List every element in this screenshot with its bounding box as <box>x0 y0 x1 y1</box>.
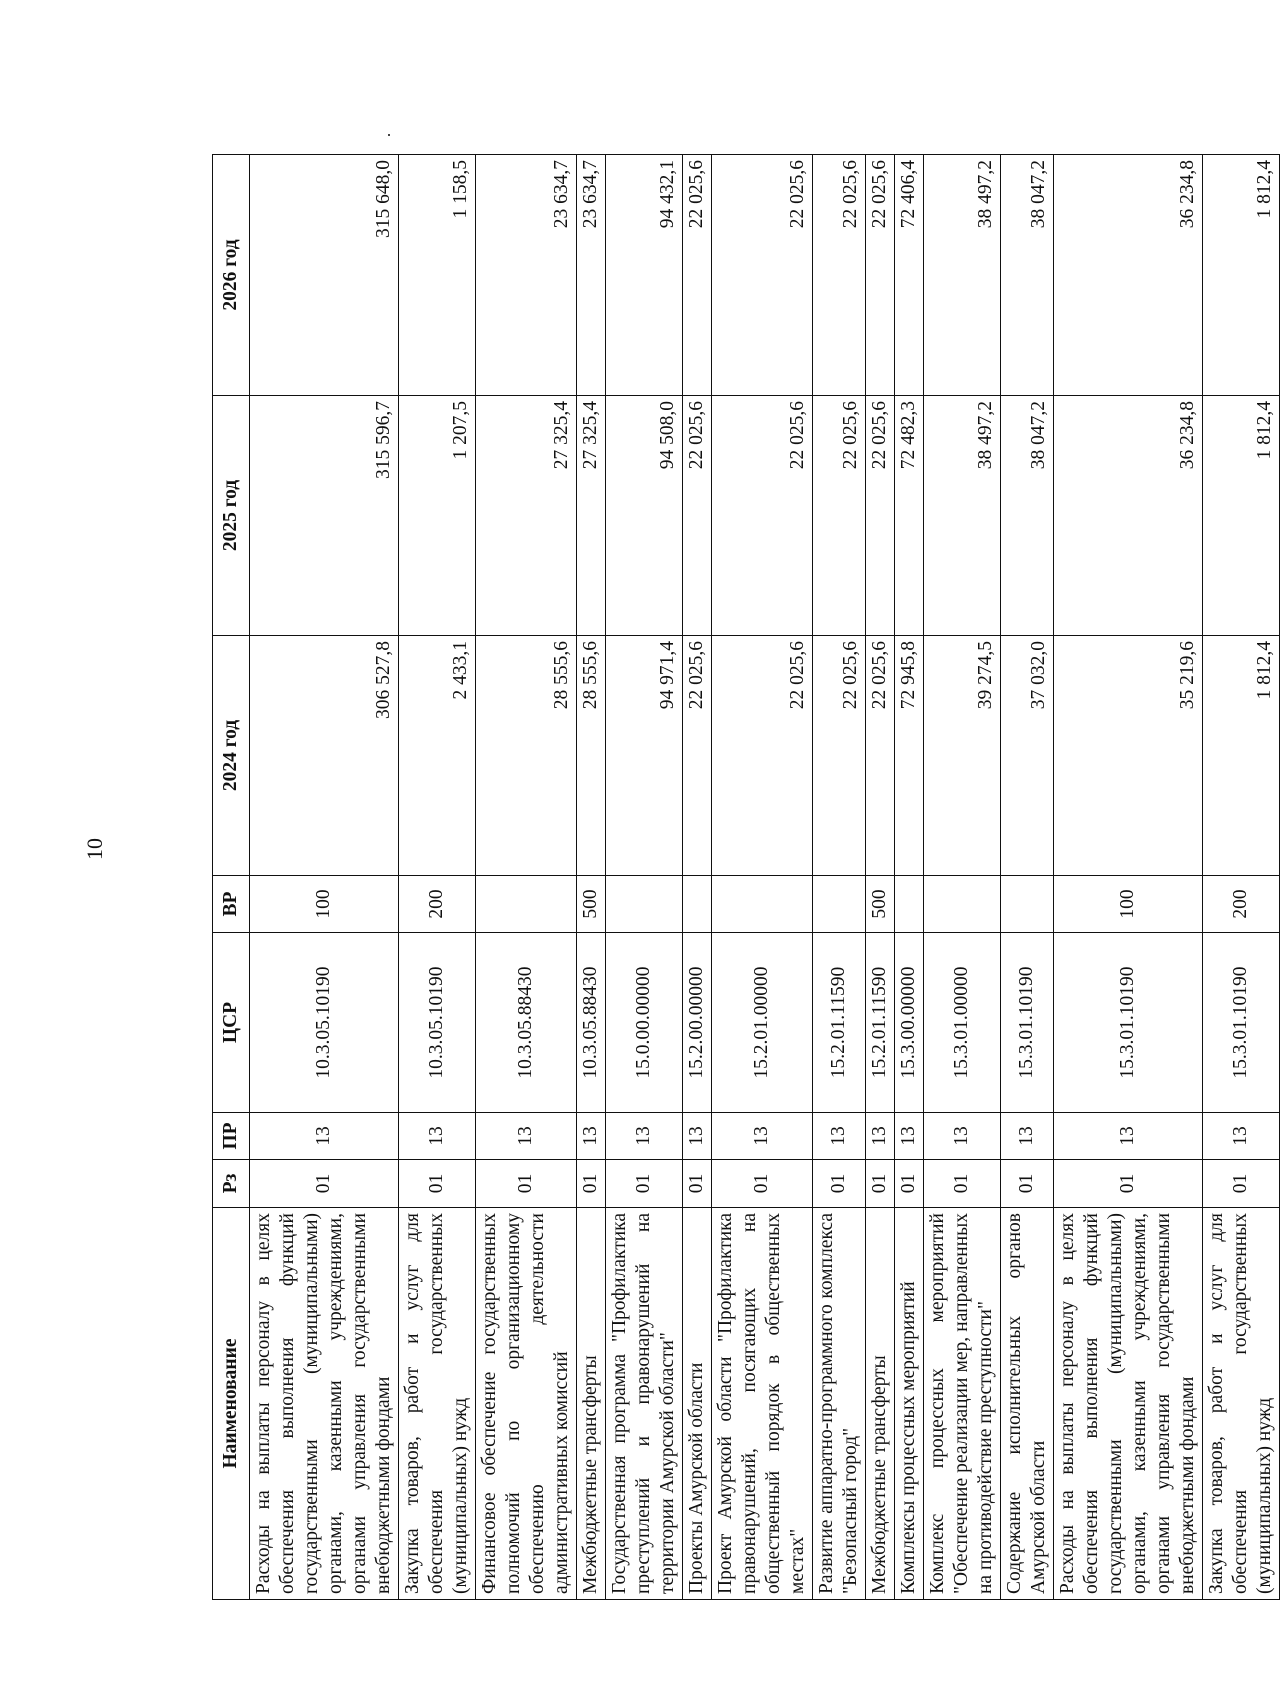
cell-rz: 01 <box>1203 1160 1280 1208</box>
cell-name: Государственная программа "Профилактика преступлений и правонарушений на территории Амурской области" <box>606 1208 683 1600</box>
cell-csr: 15.0.00.00000 <box>606 933 683 1113</box>
cell-pr: 13 <box>813 1113 866 1160</box>
cell-2025: 315 596,7 <box>250 396 399 636</box>
cell-vr: 100 <box>250 876 399 933</box>
cell-2026: 1 812,4 <box>1203 155 1280 396</box>
table-row <box>1203 155 1280 1600</box>
cell-csr: 15.3.01.00000 <box>924 933 1001 1113</box>
cell-name: Комплекс процессных мероприятий "Обеспечение реализации мер, направленных на противодействие преступности" <box>924 1208 1001 1600</box>
cell-pr: 13 <box>895 1113 924 1160</box>
header-name: Наименование <box>213 1208 250 1600</box>
table-row <box>1001 155 1054 1600</box>
cell-pr: 13 <box>712 1113 813 1160</box>
cell-vr <box>476 876 577 933</box>
cell-2026: 94 432,1 <box>606 155 683 396</box>
cell-rz: 01 <box>866 1160 895 1208</box>
cell-rz: 01 <box>895 1160 924 1208</box>
cell-vr <box>1001 876 1054 933</box>
cell-csr: 15.2.01.11590 <box>866 933 895 1113</box>
cell-2025: 36 234,8 <box>1054 396 1203 636</box>
cell-2025: 94 508,0 <box>606 396 683 636</box>
cell-rz: 01 <box>1001 1160 1054 1208</box>
cell-2026: 38 497,2 <box>924 155 1001 396</box>
cell-2025: 27 325,4 <box>476 396 577 636</box>
cell-csr: 15.2.01.00000 <box>712 933 813 1113</box>
table-row <box>924 155 1001 1600</box>
cell-vr: 500 <box>577 876 606 933</box>
cell-pr: 13 <box>1054 1113 1203 1160</box>
cell-2025: 22 025,6 <box>683 396 712 636</box>
cell-2024: 306 527,8 <box>250 636 399 876</box>
cell-csr: 10.3.05.88430 <box>577 933 606 1113</box>
cell-rz: 01 <box>250 1160 399 1208</box>
cell-2025: 1 812,4 <box>1203 396 1280 636</box>
budget-table <box>212 154 1280 1600</box>
cell-2024: 22 025,6 <box>813 636 866 876</box>
cell-2024: 28 555,6 <box>476 636 577 876</box>
cell-2026: 315 648,0 <box>250 155 399 396</box>
header-vr: ВР <box>213 876 250 933</box>
table-row <box>813 155 866 1600</box>
cell-2026: 22 025,6 <box>683 155 712 396</box>
cell-csr: 15.3.01.10190 <box>1054 933 1203 1113</box>
cell-2024: 2 433,1 <box>399 636 476 876</box>
cell-pr: 13 <box>399 1113 476 1160</box>
cell-csr: 15.3.01.10190 <box>1203 933 1280 1113</box>
cell-csr: 15.2.01.11590 <box>813 933 866 1113</box>
cell-vr: 500 <box>866 876 895 933</box>
table-row <box>683 155 712 1600</box>
cell-name: Проекты Амурской области <box>683 1208 712 1600</box>
cell-2026: 36 234,8 <box>1054 155 1203 396</box>
cell-rz: 01 <box>399 1160 476 1208</box>
cell-vr <box>924 876 1001 933</box>
cell-2024: 72 945,8 <box>895 636 924 876</box>
cell-2026: 23 634,7 <box>476 155 577 396</box>
table-row <box>399 155 476 1600</box>
cell-pr: 13 <box>1001 1113 1054 1160</box>
header-rz: Рз <box>213 1160 250 1208</box>
cell-2024: 94 971,4 <box>606 636 683 876</box>
cell-csr: 10.3.05.88430 <box>476 933 577 1113</box>
cell-name: Межбюджетные трансферты <box>866 1208 895 1600</box>
cell-pr: 13 <box>866 1113 895 1160</box>
cell-pr: 13 <box>250 1113 399 1160</box>
cell-2026: 38 047,2 <box>1001 155 1054 396</box>
cell-pr: 13 <box>577 1113 606 1160</box>
cell-2026: 22 025,6 <box>712 155 813 396</box>
table-row <box>866 155 895 1600</box>
cell-2025: 22 025,6 <box>813 396 866 636</box>
header-row <box>213 155 250 1600</box>
cell-rz: 01 <box>1054 1160 1203 1208</box>
page-number: 10 <box>82 838 107 860</box>
cell-vr <box>712 876 813 933</box>
cell-csr: 15.3.01.10190 <box>1001 933 1054 1113</box>
cell-vr <box>683 876 712 933</box>
table-row <box>712 155 813 1600</box>
table-row <box>476 155 577 1600</box>
cell-rz: 01 <box>712 1160 813 1208</box>
cell-name: Расходы на выплаты персоналу в целях обеспечения выполнения функций государственными (муниципальными) органами, казенными учреждениями, органами управления государственными внебюджетными фондами <box>250 1208 399 1600</box>
header-2025: 2025 год <box>213 396 250 636</box>
cell-rz: 01 <box>924 1160 1001 1208</box>
cell-rz: 01 <box>606 1160 683 1208</box>
cell-pr: 13 <box>606 1113 683 1160</box>
cell-name: Закупка товаров, работ и услуг для обеспечения государственных (муниципальных) нужд <box>399 1208 476 1600</box>
header-pr: ПР <box>213 1113 250 1160</box>
cell-pr: 13 <box>1203 1113 1280 1160</box>
cell-csr: 10.3.05.10190 <box>399 933 476 1113</box>
cell-name: Содержание исполнительных органов Амурской области <box>1001 1208 1054 1600</box>
stray-mark <box>388 134 390 136</box>
table-row <box>1054 155 1203 1600</box>
cell-rz: 01 <box>577 1160 606 1208</box>
cell-2025: 72 482,3 <box>895 396 924 636</box>
cell-vr: 100 <box>1054 876 1203 933</box>
cell-rz: 01 <box>476 1160 577 1208</box>
cell-vr: 200 <box>399 876 476 933</box>
cell-2025: 22 025,6 <box>866 396 895 636</box>
cell-2024: 22 025,6 <box>712 636 813 876</box>
cell-2024: 22 025,6 <box>866 636 895 876</box>
cell-2025: 38 497,2 <box>924 396 1001 636</box>
cell-pr: 13 <box>476 1113 577 1160</box>
cell-2024: 39 274,5 <box>924 636 1001 876</box>
cell-2024: 37 032,0 <box>1001 636 1054 876</box>
cell-2024: 22 025,6 <box>683 636 712 876</box>
cell-pr: 13 <box>924 1113 1001 1160</box>
cell-vr <box>813 876 866 933</box>
cell-2024: 1 812,4 <box>1203 636 1280 876</box>
cell-rz: 01 <box>813 1160 866 1208</box>
cell-2026: 1 158,5 <box>399 155 476 396</box>
cell-2026: 23 634,7 <box>577 155 606 396</box>
cell-rz: 01 <box>683 1160 712 1208</box>
cell-name: Межбюджетные трансферты <box>577 1208 606 1600</box>
cell-name: Проект Амурской области "Профилактика правонарушений, посягающих на общественный порядок в общественных местах" <box>712 1208 813 1600</box>
header-csr: ЦСР <box>213 933 250 1113</box>
cell-vr <box>606 876 683 933</box>
table-row <box>895 155 924 1600</box>
cell-name: Закупка товаров, работ и услуг для обеспечения государственных (муниципальных) нужд <box>1203 1208 1280 1600</box>
cell-2025: 22 025,6 <box>712 396 813 636</box>
cell-name: Развитие аппаратно-программного комплекса "Безопасный город" <box>813 1208 866 1600</box>
table-row <box>250 155 399 1600</box>
header-2024: 2024 год <box>213 636 250 876</box>
rotated-table-container <box>212 155 1275 1600</box>
cell-name: Расходы на выплаты персоналу в целях обеспечения выполнения функций государственными (муниципальными) органами, казенными учреждениями, органами управления государственными внебюджетными фондами <box>1054 1208 1203 1600</box>
cell-2026: 72 406,4 <box>895 155 924 396</box>
cell-vr <box>895 876 924 933</box>
cell-2025: 27 325,4 <box>577 396 606 636</box>
cell-pr: 13 <box>683 1113 712 1160</box>
cell-2025: 38 047,2 <box>1001 396 1054 636</box>
cell-csr: 15.2.00.00000 <box>683 933 712 1113</box>
cell-vr: 200 <box>1203 876 1280 933</box>
header-2026: 2026 год <box>213 155 250 396</box>
cell-name: Комплексы процессных мероприятий <box>895 1208 924 1600</box>
cell-2026: 22 025,6 <box>866 155 895 396</box>
cell-name: Финансовое обеспечение государственных полномочий по организационному обеспечению деятельности административных комиссий <box>476 1208 577 1600</box>
cell-2024: 28 555,6 <box>577 636 606 876</box>
cell-2025: 1 207,5 <box>399 396 476 636</box>
cell-2024: 35 219,6 <box>1054 636 1203 876</box>
cell-csr: 10.3.05.10190 <box>250 933 399 1113</box>
table-row <box>577 155 606 1600</box>
cell-2026: 22 025,6 <box>813 155 866 396</box>
table-row <box>606 155 683 1600</box>
cell-csr: 15.3.00.00000 <box>895 933 924 1113</box>
